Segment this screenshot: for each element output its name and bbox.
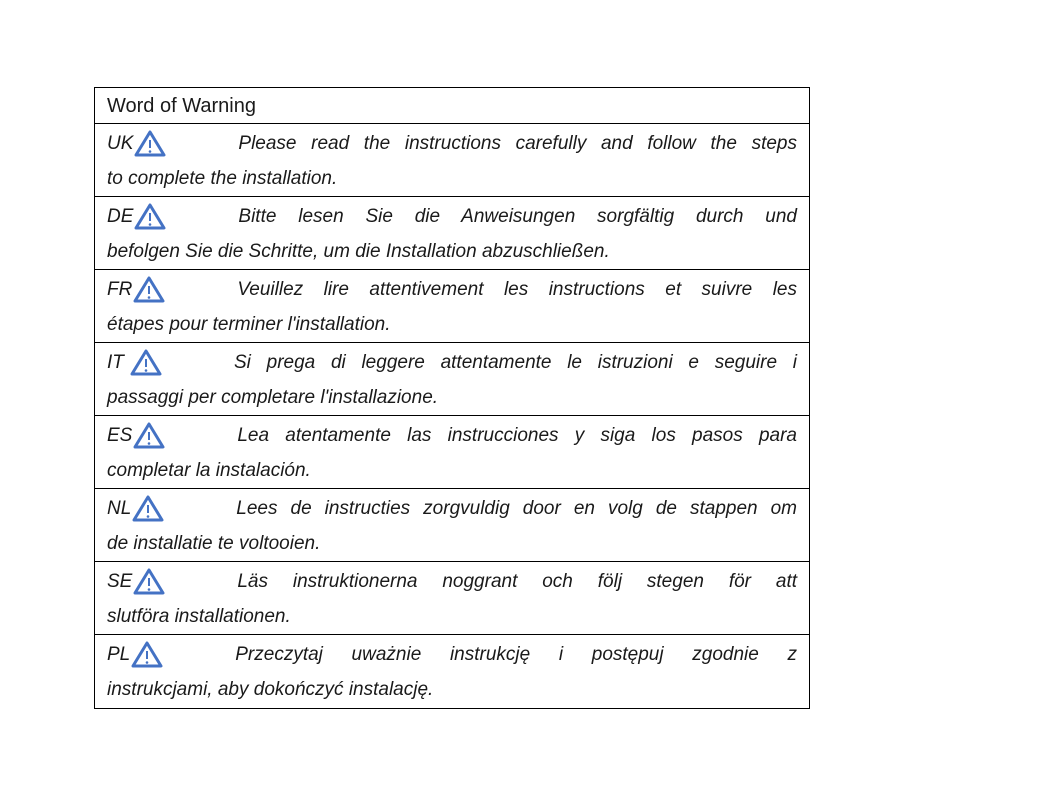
warning-row-se: [95, 562, 809, 635]
warning-row-it: [95, 343, 809, 416]
table-header: [95, 88, 809, 124]
warning-text-line1: Läs instruktionerna noggrant och följ stegen för att: [237, 571, 797, 592]
language-code: ES: [107, 425, 133, 446]
warning-triangle-icon: [133, 568, 167, 596]
warning-triangle-icon: [134, 203, 168, 231]
warning-text-line2: to complete the installation.: [107, 168, 338, 189]
warning-text-line2: de installatie te voltooien.: [107, 533, 321, 554]
warning-triangle-icon: [133, 422, 167, 450]
warning-row-uk: [95, 124, 809, 197]
warning-text-line1: Please read the instructions carefully and follow the steps: [238, 133, 797, 154]
warning-triangle-icon: [132, 495, 166, 523]
warning-row-nl: [95, 489, 809, 562]
warning-text-line1: Veuillez lire attentivement les instructions et suivre les: [237, 279, 797, 300]
language-code: IT: [107, 352, 124, 373]
warning-row-pl: [95, 635, 809, 708]
warning-text-line2: slutföra installationen.: [107, 606, 291, 627]
warning-text-line2: instrukcjami, aby dokończyć instalację.: [107, 679, 434, 700]
warning-text-line2: completar la instalación.: [107, 460, 311, 481]
warning-text-line2: étapes pour terminer l'installation.: [107, 314, 391, 335]
language-code: UK: [107, 133, 134, 154]
warning-table: [94, 87, 810, 709]
language-code: PL: [107, 644, 131, 665]
warning-text-line1: Lees de instructies zorgvuldig door en volg de stappen om: [236, 498, 797, 519]
warning-text-line1: Bitte lesen Sie die Anweisungen sorgfältig durch und: [238, 206, 797, 227]
warning-triangle-icon: [133, 276, 167, 304]
warning-text-line2: befolgen Sie die Schritte, um die Installation abzuschließen.: [107, 241, 610, 262]
language-code: FR: [107, 279, 133, 300]
table-title: Word of Warning: [107, 95, 256, 117]
warning-text-line1: Lea atentamente las instrucciones y siga los pasos para: [237, 425, 797, 446]
warning-triangle-icon: [130, 349, 164, 377]
warning-triangle-icon: [131, 641, 165, 669]
warning-text-line2: passaggi per completare l'installazione.: [107, 387, 439, 408]
warning-triangle-icon: [134, 130, 168, 158]
warning-text-line1: Si prega di leggere attentamente le istruzioni e seguire i: [234, 352, 797, 373]
language-code: SE: [107, 571, 133, 592]
warning-row-fr: [95, 270, 809, 343]
language-code: DE: [107, 206, 134, 227]
warning-row-es: [95, 416, 809, 489]
warning-text-line1: Przeczytaj uważnie instrukcję i postępuj zgodnie z: [235, 644, 797, 665]
language-code: NL: [107, 498, 132, 519]
warning-row-de: [95, 197, 809, 270]
